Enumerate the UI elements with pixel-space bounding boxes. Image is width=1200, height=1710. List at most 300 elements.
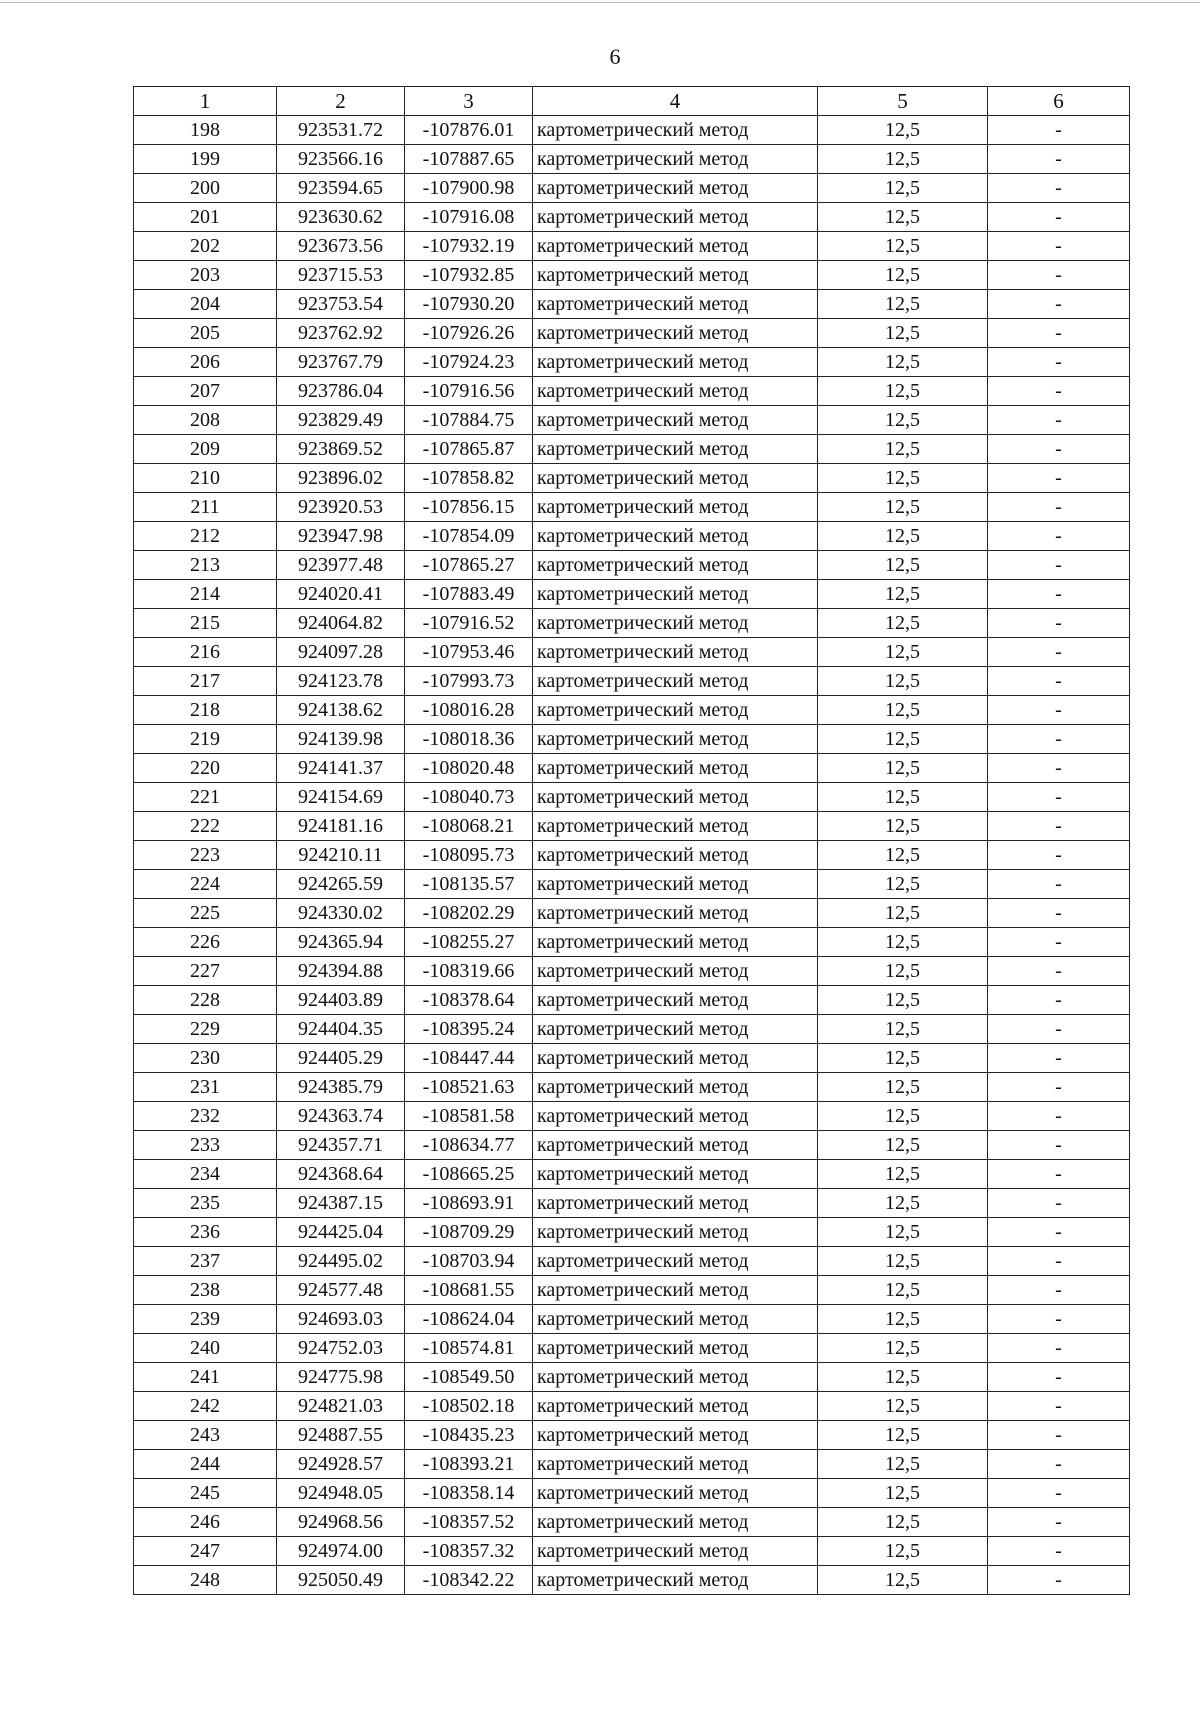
x-coordinate-cell: 923947.98 [277, 522, 405, 551]
accuracy-cell: 12,5 [818, 754, 988, 783]
x-coordinate-cell: 924097.28 [277, 638, 405, 667]
x-coordinate-cell: 923896.02 [277, 464, 405, 493]
y-coordinate-cell: -108665.25 [405, 1160, 533, 1189]
note-cell: - [988, 348, 1130, 377]
accuracy-cell: 12,5 [818, 638, 988, 667]
table-row [134, 928, 1130, 957]
y-coordinate-cell: -107930.20 [405, 290, 533, 319]
note-cell: - [988, 551, 1130, 580]
method-cell: картометрический метод [533, 551, 818, 580]
note-cell: - [988, 986, 1130, 1015]
point-number-cell: 206 [134, 348, 277, 377]
accuracy-cell: 12,5 [818, 667, 988, 696]
note-cell: - [988, 1015, 1130, 1044]
table-row [134, 1392, 1130, 1421]
point-number-cell: 240 [134, 1334, 277, 1363]
table-row [134, 725, 1130, 754]
table-row [134, 290, 1130, 319]
point-number-cell: 245 [134, 1479, 277, 1508]
table-row [134, 783, 1130, 812]
note-cell: - [988, 377, 1130, 406]
point-number-cell: 219 [134, 725, 277, 754]
table-row [134, 638, 1130, 667]
accuracy-cell: 12,5 [818, 1392, 988, 1421]
x-coordinate-cell: 924181.16 [277, 812, 405, 841]
point-number-cell: 232 [134, 1102, 277, 1131]
accuracy-cell: 12,5 [818, 1450, 988, 1479]
table-row [134, 261, 1130, 290]
note-cell: - [988, 1044, 1130, 1073]
method-cell: картометрический метод [533, 986, 818, 1015]
y-coordinate-cell: -108095.73 [405, 841, 533, 870]
accuracy-cell: 12,5 [818, 580, 988, 609]
y-coordinate-cell: -108016.28 [405, 696, 533, 725]
x-coordinate-cell: 924265.59 [277, 870, 405, 899]
table-row [134, 754, 1130, 783]
accuracy-cell: 12,5 [818, 1537, 988, 1566]
method-cell: картометрический метод [533, 145, 818, 174]
note-cell: - [988, 1073, 1130, 1102]
table-row [134, 1247, 1130, 1276]
x-coordinate-cell: 923762.92 [277, 319, 405, 348]
method-cell: картометрический метод [533, 1131, 818, 1160]
point-number-cell: 226 [134, 928, 277, 957]
accuracy-cell: 12,5 [818, 725, 988, 754]
header-cell: 5 [818, 87, 988, 116]
y-coordinate-cell: -108502.18 [405, 1392, 533, 1421]
coordinates-table [133, 86, 1130, 1595]
y-coordinate-cell: -108202.29 [405, 899, 533, 928]
accuracy-cell: 12,5 [818, 1363, 988, 1392]
x-coordinate-cell: 923786.04 [277, 377, 405, 406]
page-top-edge [0, 2, 1200, 3]
table-row [134, 1160, 1130, 1189]
accuracy-cell: 12,5 [818, 1102, 988, 1131]
point-number-cell: 211 [134, 493, 277, 522]
y-coordinate-cell: -108357.32 [405, 1537, 533, 1566]
x-coordinate-cell: 924404.35 [277, 1015, 405, 1044]
method-cell: картометрический метод [533, 1102, 818, 1131]
y-coordinate-cell: -107858.82 [405, 464, 533, 493]
x-coordinate-cell: 924210.11 [277, 841, 405, 870]
table-row [134, 1044, 1130, 1073]
y-coordinate-cell: -108447.44 [405, 1044, 533, 1073]
method-cell: картометрический метод [533, 116, 818, 145]
note-cell: - [988, 667, 1130, 696]
point-number-cell: 238 [134, 1276, 277, 1305]
table-row [134, 696, 1130, 725]
y-coordinate-cell: -107876.01 [405, 116, 533, 145]
method-cell: картометрический метод [533, 638, 818, 667]
table-row [134, 957, 1130, 986]
method-cell: картометрический метод [533, 1247, 818, 1276]
note-cell: - [988, 1218, 1130, 1247]
y-coordinate-cell: -108378.64 [405, 986, 533, 1015]
note-cell: - [988, 870, 1130, 899]
y-coordinate-cell: -108703.94 [405, 1247, 533, 1276]
note-cell: - [988, 174, 1130, 203]
accuracy-cell: 12,5 [818, 1131, 988, 1160]
accuracy-cell: 12,5 [818, 1334, 988, 1363]
point-number-cell: 234 [134, 1160, 277, 1189]
y-coordinate-cell: -107865.87 [405, 435, 533, 464]
y-coordinate-cell: -108709.29 [405, 1218, 533, 1247]
method-cell: картометрический метод [533, 1044, 818, 1073]
table-row [134, 493, 1130, 522]
page-number: 6 [609, 44, 621, 69]
table-row [134, 1189, 1130, 1218]
y-coordinate-cell: -108521.63 [405, 1073, 533, 1102]
point-number-cell: 247 [134, 1537, 277, 1566]
y-coordinate-cell: -107993.73 [405, 667, 533, 696]
accuracy-cell: 12,5 [818, 1421, 988, 1450]
accuracy-cell: 12,5 [818, 812, 988, 841]
accuracy-cell: 12,5 [818, 609, 988, 638]
method-cell: картометрический метод [533, 725, 818, 754]
table-row [134, 232, 1130, 261]
x-coordinate-cell: 924123.78 [277, 667, 405, 696]
y-coordinate-cell: -107916.56 [405, 377, 533, 406]
method-cell: картометрический метод [533, 957, 818, 986]
note-cell: - [988, 696, 1130, 725]
table-row [134, 1015, 1130, 1044]
table-row [134, 1421, 1130, 1450]
x-coordinate-cell: 924425.04 [277, 1218, 405, 1247]
x-coordinate-cell: 923531.72 [277, 116, 405, 145]
table-row [134, 841, 1130, 870]
table-header-row [134, 87, 1130, 116]
accuracy-cell: 12,5 [818, 1044, 988, 1073]
method-cell: картометрический метод [533, 1334, 818, 1363]
y-coordinate-cell: -108255.27 [405, 928, 533, 957]
header-cell: 6 [988, 87, 1130, 116]
note-cell: - [988, 1537, 1130, 1566]
method-cell: картометрический метод [533, 1305, 818, 1334]
table-row [134, 1131, 1130, 1160]
x-coordinate-cell: 923977.48 [277, 551, 405, 580]
x-coordinate-cell: 924821.03 [277, 1392, 405, 1421]
point-number-cell: 220 [134, 754, 277, 783]
x-coordinate-cell: 923753.54 [277, 290, 405, 319]
point-number-cell: 246 [134, 1508, 277, 1537]
table-row [134, 609, 1130, 638]
table-row [134, 812, 1130, 841]
method-cell: картометрический метод [533, 1363, 818, 1392]
point-number-cell: 244 [134, 1450, 277, 1479]
note-cell: - [988, 725, 1130, 754]
point-number-cell: 227 [134, 957, 277, 986]
method-cell: картометрический метод [533, 1508, 818, 1537]
x-coordinate-cell: 924752.03 [277, 1334, 405, 1363]
header-cell: 3 [405, 87, 533, 116]
accuracy-cell: 12,5 [818, 1479, 988, 1508]
table-row [134, 464, 1130, 493]
point-number-cell: 213 [134, 551, 277, 580]
y-coordinate-cell: -107887.65 [405, 145, 533, 174]
method-cell: картометрический метод [533, 1392, 818, 1421]
table-row [134, 551, 1130, 580]
note-cell: - [988, 1131, 1130, 1160]
method-cell: картометрический метод [533, 609, 818, 638]
accuracy-cell: 12,5 [818, 145, 988, 174]
point-number-cell: 235 [134, 1189, 277, 1218]
point-number-cell: 217 [134, 667, 277, 696]
x-coordinate-cell: 924330.02 [277, 899, 405, 928]
x-coordinate-cell: 924139.98 [277, 725, 405, 754]
y-coordinate-cell: -107900.98 [405, 174, 533, 203]
table-row [134, 1276, 1130, 1305]
point-number-cell: 239 [134, 1305, 277, 1334]
note-cell: - [988, 1363, 1130, 1392]
x-coordinate-cell: 924365.94 [277, 928, 405, 957]
method-cell: картометрический метод [533, 290, 818, 319]
table-row [134, 1566, 1130, 1595]
accuracy-cell: 12,5 [818, 116, 988, 145]
note-cell: - [988, 1450, 1130, 1479]
note-cell: - [988, 290, 1130, 319]
note-cell: - [988, 1421, 1130, 1450]
note-cell: - [988, 783, 1130, 812]
note-cell: - [988, 1160, 1130, 1189]
point-number-cell: 199 [134, 145, 277, 174]
accuracy-cell: 12,5 [818, 377, 988, 406]
accuracy-cell: 12,5 [818, 1160, 988, 1189]
x-coordinate-cell: 924138.62 [277, 696, 405, 725]
y-coordinate-cell: -108319.66 [405, 957, 533, 986]
y-coordinate-cell: -108549.50 [405, 1363, 533, 1392]
table-row [134, 1305, 1130, 1334]
y-coordinate-cell: -107953.46 [405, 638, 533, 667]
table-row [134, 580, 1130, 609]
method-cell: картометрический метод [533, 754, 818, 783]
accuracy-cell: 12,5 [818, 957, 988, 986]
accuracy-cell: 12,5 [818, 319, 988, 348]
point-number-cell: 207 [134, 377, 277, 406]
accuracy-cell: 12,5 [818, 203, 988, 232]
point-number-cell: 230 [134, 1044, 277, 1073]
y-coordinate-cell: -108634.77 [405, 1131, 533, 1160]
y-coordinate-cell: -107932.85 [405, 261, 533, 290]
header-cell: 4 [533, 87, 818, 116]
method-cell: картометрический метод [533, 1189, 818, 1218]
x-coordinate-cell: 924154.69 [277, 783, 405, 812]
x-coordinate-cell: 924948.05 [277, 1479, 405, 1508]
method-cell: картометрический метод [533, 1160, 818, 1189]
point-number-cell: 212 [134, 522, 277, 551]
x-coordinate-cell: 924403.89 [277, 986, 405, 1015]
note-cell: - [988, 928, 1130, 957]
method-cell: картометрический метод [533, 696, 818, 725]
x-coordinate-cell: 924775.98 [277, 1363, 405, 1392]
point-number-cell: 218 [134, 696, 277, 725]
method-cell: картометрический метод [533, 1537, 818, 1566]
method-cell: картометрический метод [533, 203, 818, 232]
accuracy-cell: 12,5 [818, 493, 988, 522]
y-coordinate-cell: -108358.14 [405, 1479, 533, 1508]
x-coordinate-cell: 925050.49 [277, 1566, 405, 1595]
accuracy-cell: 12,5 [818, 1073, 988, 1102]
x-coordinate-cell: 924928.57 [277, 1450, 405, 1479]
note-cell: - [988, 580, 1130, 609]
note-cell: - [988, 1334, 1130, 1363]
x-coordinate-cell: 923767.79 [277, 348, 405, 377]
table-row [134, 870, 1130, 899]
table-row [134, 986, 1130, 1015]
point-number-cell: 242 [134, 1392, 277, 1421]
y-coordinate-cell: -107916.52 [405, 609, 533, 638]
note-cell: - [988, 1508, 1130, 1537]
y-coordinate-cell: -108581.58 [405, 1102, 533, 1131]
table-row [134, 1334, 1130, 1363]
x-coordinate-cell: 924064.82 [277, 609, 405, 638]
y-coordinate-cell: -107883.49 [405, 580, 533, 609]
point-number-cell: 248 [134, 1566, 277, 1595]
x-coordinate-cell: 924363.74 [277, 1102, 405, 1131]
method-cell: картометрический метод [533, 899, 818, 928]
note-cell: - [988, 1566, 1130, 1595]
table-row [134, 377, 1130, 406]
y-coordinate-cell: -108435.23 [405, 1421, 533, 1450]
x-coordinate-cell: 924387.15 [277, 1189, 405, 1218]
note-cell: - [988, 841, 1130, 870]
note-cell: - [988, 464, 1130, 493]
y-coordinate-cell: -108624.04 [405, 1305, 533, 1334]
method-cell: картометрический метод [533, 493, 818, 522]
accuracy-cell: 12,5 [818, 696, 988, 725]
note-cell: - [988, 754, 1130, 783]
table-row [134, 1508, 1130, 1537]
accuracy-cell: 12,5 [818, 870, 988, 899]
note-cell: - [988, 1247, 1130, 1276]
x-coordinate-cell: 923829.49 [277, 406, 405, 435]
table-row [134, 522, 1130, 551]
table-row [134, 203, 1130, 232]
y-coordinate-cell: -107926.26 [405, 319, 533, 348]
accuracy-cell: 12,5 [818, 1276, 988, 1305]
point-number-cell: 221 [134, 783, 277, 812]
accuracy-cell: 12,5 [818, 783, 988, 812]
y-coordinate-cell: -107856.15 [405, 493, 533, 522]
table-row [134, 667, 1130, 696]
method-cell: картометрический метод [533, 232, 818, 261]
accuracy-cell: 12,5 [818, 1508, 988, 1537]
point-number-cell: 233 [134, 1131, 277, 1160]
table-row [134, 1102, 1130, 1131]
table-body [134, 116, 1130, 1595]
x-coordinate-cell: 924693.03 [277, 1305, 405, 1334]
y-coordinate-cell: -107916.08 [405, 203, 533, 232]
accuracy-cell: 12,5 [818, 1189, 988, 1218]
x-coordinate-cell: 924405.29 [277, 1044, 405, 1073]
x-coordinate-cell: 923566.16 [277, 145, 405, 174]
point-number-cell: 243 [134, 1421, 277, 1450]
note-cell: - [988, 522, 1130, 551]
point-number-cell: 208 [134, 406, 277, 435]
point-number-cell: 237 [134, 1247, 277, 1276]
y-coordinate-cell: -107932.19 [405, 232, 533, 261]
x-coordinate-cell: 924357.71 [277, 1131, 405, 1160]
table-row [134, 1073, 1130, 1102]
note-cell: - [988, 609, 1130, 638]
point-number-cell: 203 [134, 261, 277, 290]
method-cell: картометрический метод [533, 783, 818, 812]
accuracy-cell: 12,5 [818, 928, 988, 957]
y-coordinate-cell: -108681.55 [405, 1276, 533, 1305]
point-number-cell: 222 [134, 812, 277, 841]
accuracy-cell: 12,5 [818, 232, 988, 261]
method-cell: картометрический метод [533, 1479, 818, 1508]
x-coordinate-cell: 924577.48 [277, 1276, 405, 1305]
table-row [134, 435, 1130, 464]
accuracy-cell: 12,5 [818, 986, 988, 1015]
method-cell: картометрический метод [533, 464, 818, 493]
x-coordinate-cell: 924141.37 [277, 754, 405, 783]
x-coordinate-cell: 924385.79 [277, 1073, 405, 1102]
method-cell: картометрический метод [533, 812, 818, 841]
x-coordinate-cell: 924495.02 [277, 1247, 405, 1276]
note-cell: - [988, 1102, 1130, 1131]
point-number-cell: 202 [134, 232, 277, 261]
header-cell: 2 [277, 87, 405, 116]
note-cell: - [988, 1305, 1130, 1334]
x-coordinate-cell: 924968.56 [277, 1508, 405, 1537]
table-row [134, 406, 1130, 435]
method-cell: картометрический метод [533, 928, 818, 957]
method-cell: картометрический метод [533, 406, 818, 435]
accuracy-cell: 12,5 [818, 174, 988, 203]
method-cell: картометрический метод [533, 377, 818, 406]
point-number-cell: 216 [134, 638, 277, 667]
note-cell: - [988, 493, 1130, 522]
x-coordinate-cell: 923594.65 [277, 174, 405, 203]
method-cell: картометрический метод [533, 1073, 818, 1102]
accuracy-cell: 12,5 [818, 1305, 988, 1334]
accuracy-cell: 12,5 [818, 406, 988, 435]
table-row [134, 1363, 1130, 1392]
method-cell: картометрический метод [533, 348, 818, 377]
method-cell: картометрический метод [533, 667, 818, 696]
note-cell: - [988, 957, 1130, 986]
y-coordinate-cell: -108342.22 [405, 1566, 533, 1595]
table-row [134, 1479, 1130, 1508]
method-cell: картометрический метод [533, 1276, 818, 1305]
note-cell: - [988, 1392, 1130, 1421]
method-cell: картометрический метод [533, 580, 818, 609]
note-cell: - [988, 899, 1130, 928]
accuracy-cell: 12,5 [818, 435, 988, 464]
x-coordinate-cell: 924394.88 [277, 957, 405, 986]
point-number-cell: 228 [134, 986, 277, 1015]
accuracy-cell: 12,5 [818, 464, 988, 493]
accuracy-cell: 12,5 [818, 551, 988, 580]
x-coordinate-cell: 924974.00 [277, 1537, 405, 1566]
x-coordinate-cell: 924887.55 [277, 1421, 405, 1450]
accuracy-cell: 12,5 [818, 899, 988, 928]
point-number-cell: 231 [134, 1073, 277, 1102]
note-cell: - [988, 203, 1130, 232]
method-cell: картометрический метод [533, 1566, 818, 1595]
x-coordinate-cell: 924368.64 [277, 1160, 405, 1189]
table-row [134, 899, 1130, 928]
point-number-cell: 229 [134, 1015, 277, 1044]
x-coordinate-cell: 923869.52 [277, 435, 405, 464]
method-cell: картометрический метод [533, 435, 818, 464]
table-row [134, 319, 1130, 348]
accuracy-cell: 12,5 [818, 1015, 988, 1044]
method-cell: картометрический метод [533, 261, 818, 290]
y-coordinate-cell: -108574.81 [405, 1334, 533, 1363]
point-number-cell: 200 [134, 174, 277, 203]
